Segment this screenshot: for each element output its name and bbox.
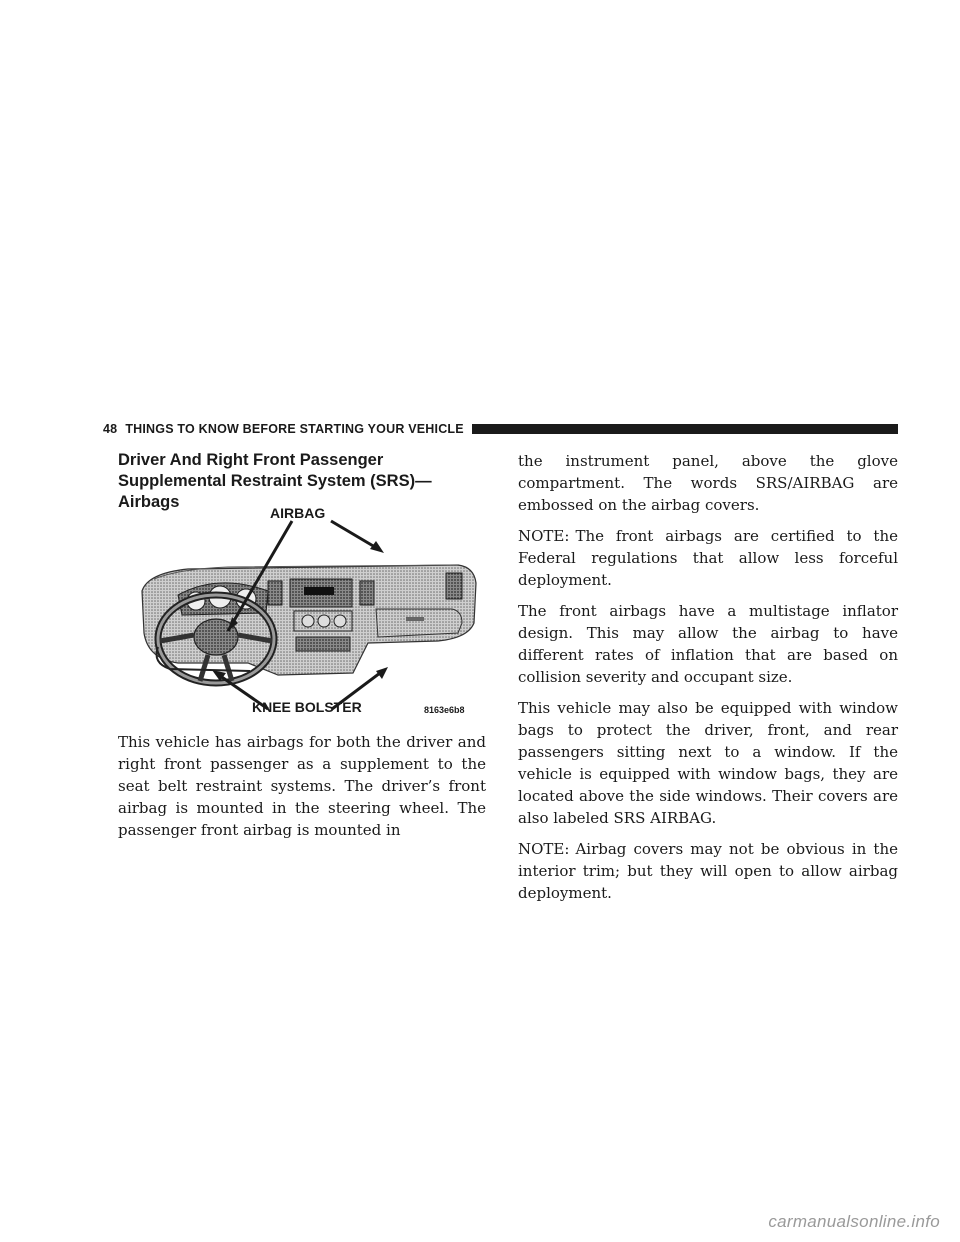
paragraph-3: This vehicle may also be equipped with window bags to protect the driver, front, and rear passengers sitting next to a window. If the vehicle is equipped with window bags, they are located above the side windows. Their covers are also labeled SRS AIRBAG. <box>518 699 898 827</box>
paragraph-1: the instrument panel, above the glove compartment. The words SRS/AIRBAG are embossed on the airbag covers. <box>518 452 898 514</box>
airbag-figure <box>118 505 486 731</box>
page-number: 48 <box>103 422 118 436</box>
left-column <box>118 450 486 850</box>
note-1 <box>518 525 898 591</box>
note-2-text: Airbag covers may not be obvious in the interior trim; but they will open to allow airbag deployment. <box>518 840 898 902</box>
page-header <box>103 421 898 437</box>
note-2-label: NOTE: <box>518 840 570 858</box>
note-2 <box>518 838 898 904</box>
note-1-text: The front airbags are certified to the Federal regulations that allow less forceful deployment. <box>518 527 898 589</box>
intro-paragraph: This vehicle has airbags for both the driver and right front passenger as a supplement to the seat belt restraint systems. The driver’s front airbag is mounted in the steering wheel. The passenger front airbag is mounted in <box>118 733 486 839</box>
airbag-label: AIRBAG <box>270 505 326 521</box>
chapter-title: THINGS TO KNOW BEFORE STARTING YOUR VEHICLE <box>125 422 464 436</box>
note-1-label: NOTE: <box>518 527 570 545</box>
right-column <box>518 450 898 913</box>
header-rule <box>472 424 898 434</box>
knee-bolster-label: KNEE BOLSTER <box>252 699 362 715</box>
watermark: carmanualsonline.info <box>768 1212 940 1231</box>
paragraph-2: The front airbags have a multistage inflator design. This may allow the airbag to have different rates of inflation that are based on collision severity and occupant size. <box>518 602 898 686</box>
section-title: Driver And Right Front Passenger Supplemental Restraint System (SRS)—Airbags <box>118 451 432 511</box>
figure-code: 8163e6b8 <box>424 705 465 715</box>
